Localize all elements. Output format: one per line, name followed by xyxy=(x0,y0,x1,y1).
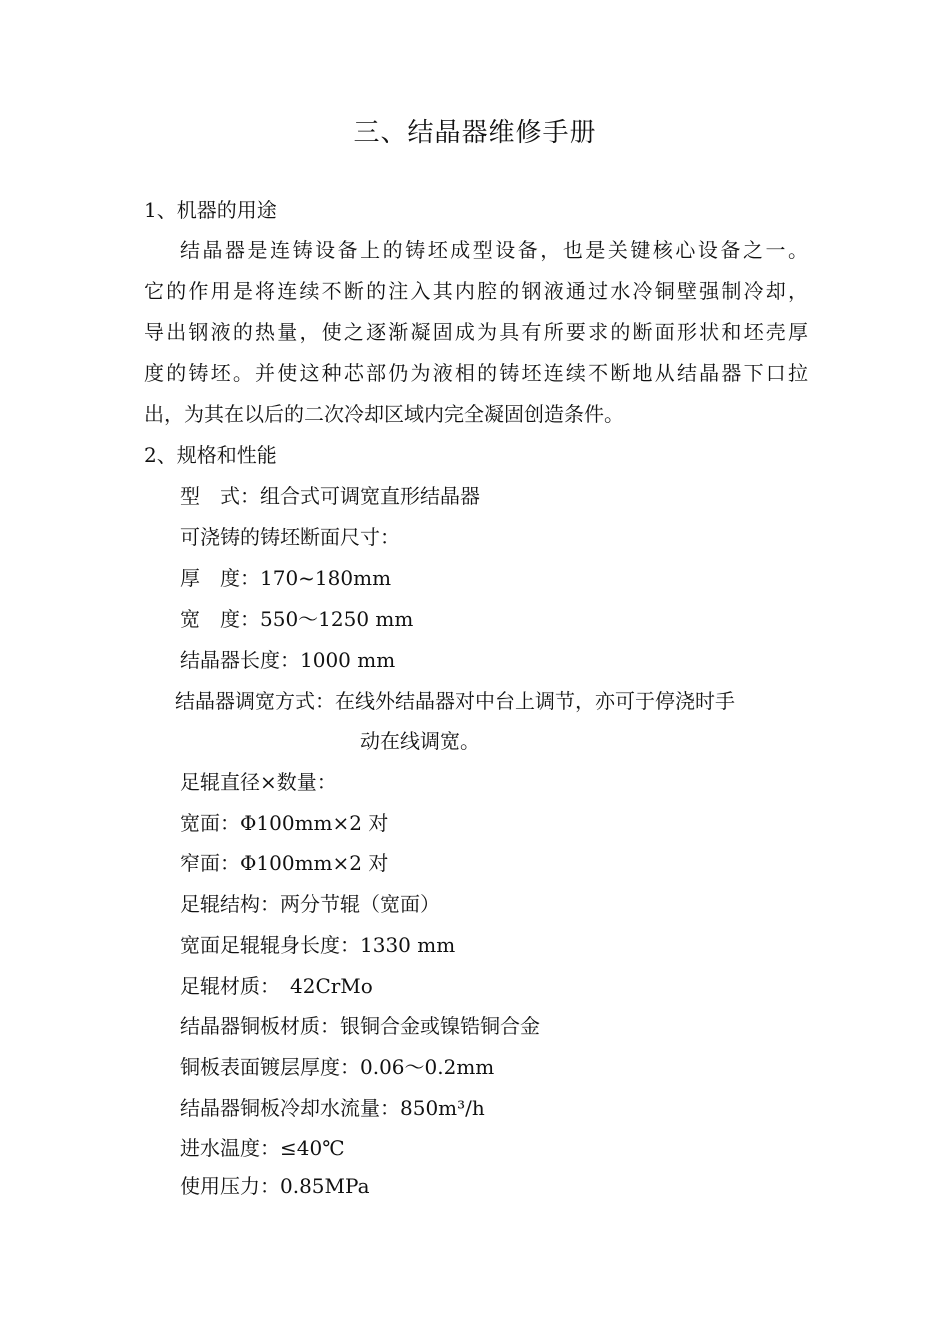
spec-adjust-line-1: 结晶器调宽方式：在线外结晶器对中台上调节，亦可于停浇时手 xyxy=(175,689,735,713)
spec-water-flow: 结晶器铜板冷却水流量：850m³/h xyxy=(180,1096,485,1120)
spec-pressure: 使用压力：0.85MPa xyxy=(180,1174,370,1198)
spec-thickness: 厚 度：170~180mm xyxy=(180,566,392,590)
section1-line-1: 结晶器是连铸设备上的铸坯成型设备，也是关键核心设备之一。 xyxy=(180,238,808,262)
spec-foot-roll: 足辊直径×数量： xyxy=(180,770,337,794)
section1-line-3: 导出钢液的热量，使之逐渐凝固成为具有所要求的断面形状和坯壳厚 xyxy=(144,320,808,344)
spec-width: 宽 度：550～1250 mm xyxy=(180,607,414,631)
section1-line-4: 度的铸坯。并使这种芯部仍为液相的铸坯连续不断地从结晶器下口拉 xyxy=(144,361,808,385)
spec-coating: 铜板表面镀层厚度：0.06～0.2mm xyxy=(180,1055,495,1079)
spec-narrow-face: 窄面：Φ100mm×2 对 xyxy=(180,851,389,875)
spec-roll-material: 足辊材质： 42CrMo xyxy=(180,974,373,998)
spec-adjust-line-2: 动在线调宽。 xyxy=(360,729,480,753)
spec-wide-face: 宽面：Φ100mm×2 对 xyxy=(180,811,389,835)
page-title: 三、结晶器维修手册 xyxy=(353,118,597,148)
section1-heading: 1、机器的用途 xyxy=(144,198,277,222)
spec-plate-material: 结晶器铜板材质：银铜合金或镍锆铜合金 xyxy=(180,1014,540,1038)
spec-length: 结晶器长度：1000 mm xyxy=(180,648,396,672)
section2-heading: 2、规格和性能 xyxy=(144,443,277,467)
spec-inlet-temp: 进水温度：≤40℃ xyxy=(180,1136,345,1160)
spec-roll-structure: 足辊结构：两分节辊（宽面） xyxy=(180,892,440,916)
spec-type: 型 式：组合式可调宽直形结晶器 xyxy=(180,484,480,508)
spec-roll-length: 宽面足辊辊身长度：1330 mm xyxy=(180,933,456,957)
section1-line-2: 它的作用是将连续不断的注入其内腔的钢液通过水冷铜壁强制冷却， xyxy=(144,279,808,303)
section1-line-5: 出，为其在以后的二次冷却区域内完全凝固创造条件。 xyxy=(144,402,624,426)
spec-section-size: 可浇铸的铸坯断面尺寸： xyxy=(180,525,400,549)
